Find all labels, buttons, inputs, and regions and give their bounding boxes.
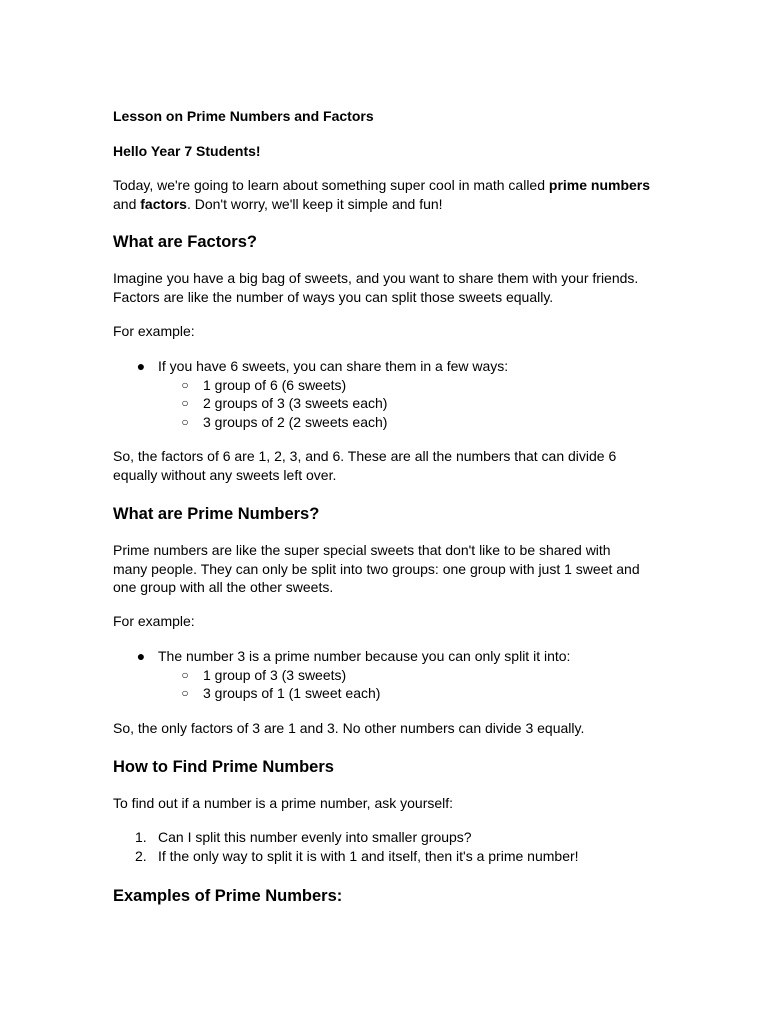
list-item-text: The number 3 is a prime number because you can only split it into: — [158, 648, 571, 664]
sub-list-item — [113, 413, 673, 432]
sub-bullet-icon: ○ — [181, 377, 189, 392]
sub-list-item — [113, 684, 673, 703]
greeting: Hello Year 7 Students! — [113, 143, 261, 159]
document-title: Lesson on Prime Numbers and Factors — [113, 108, 374, 124]
primes-for-example: For example: — [113, 613, 195, 629]
intro-text-before: Today, we're going to learn about something super cool in math called — [113, 177, 549, 193]
intro-bold-prime-numbers: prime numbers — [548, 177, 651, 193]
sub-list-item-text: 3 groups of 2 (2 sweets each) — [203, 413, 388, 430]
intro-paragraph — [113, 176, 673, 213]
factors-list — [113, 357, 673, 431]
list-item — [113, 357, 673, 376]
sub-list-item-text: 3 groups of 1 (1 sweet each) — [203, 685, 381, 701]
list-item — [113, 828, 673, 847]
sub-bullet-icon: ○ — [181, 667, 189, 682]
howto-paragraph: To find out if a number is a prime number, ask yourself: — [113, 795, 454, 811]
heading-examples: Examples of Prime Numbers: — [113, 887, 343, 905]
list-item-text: If you have 6 sweets, you can share them in a few ways: — [158, 358, 509, 374]
step-number: 2. — [135, 847, 147, 864]
sub-bullet-icon: ○ — [181, 396, 189, 410]
bullet-icon: ● — [136, 648, 146, 664]
list-item — [113, 847, 673, 866]
step-text: Can I split this number evenly into smaller groups? — [158, 829, 472, 845]
heading-factors: What are Factors? — [113, 233, 257, 251]
howto-steps — [113, 828, 673, 865]
intro-bold-factors: factors — [140, 195, 187, 212]
step-text: If the only way to split it is with 1 and itself, then it's a prime number! — [158, 847, 579, 864]
factors-paragraph: Imagine you have a big bag of sweets, and you want to share them with your friends. Factors are like the number of ways you can split those sweets equally. — [113, 270, 639, 305]
step-number: 1. — [135, 829, 147, 845]
sub-list-item — [113, 394, 673, 413]
sub-list-item-text: 2 groups of 3 (3 sweets each) — [203, 395, 388, 411]
primes-list — [113, 647, 673, 703]
sub-bullet-icon: ○ — [181, 686, 189, 700]
sub-list-item-text: 1 group of 6 (6 sweets) — [203, 376, 347, 393]
sub-bullet-icon: ○ — [181, 414, 189, 429]
sub-list-item — [113, 376, 673, 395]
heading-prime-numbers: What are Prime Numbers? — [113, 505, 320, 523]
primes-paragraph: Prime numbers are like the super special sweets that don't like to be shared with many people. They can only be split into two groups: one group with just 1 sweet and one group with all the other sweets. — [113, 542, 640, 595]
primes-conclusion: So, the only factors of 3 are 1 and 3. No other numbers can divide 3 equally. — [113, 720, 585, 736]
list-item — [113, 647, 673, 666]
factors-for-example: For example: — [113, 323, 195, 339]
intro-text-mid: and — [113, 195, 141, 212]
intro-text-after: . Don't worry, we'll keep it simple and fun! — [186, 195, 443, 212]
sub-list-item — [113, 666, 673, 685]
heading-how-to-find: How to Find Prime Numbers — [113, 758, 334, 776]
sub-list-item-text: 1 group of 3 (3 sweets) — [203, 666, 347, 683]
bullet-icon: ● — [136, 358, 146, 374]
factors-conclusion: So, the factors of 6 are 1, 2, 3, and 6. These are all the numbers that can divide 6 equally without any sweets left over. — [113, 448, 617, 483]
